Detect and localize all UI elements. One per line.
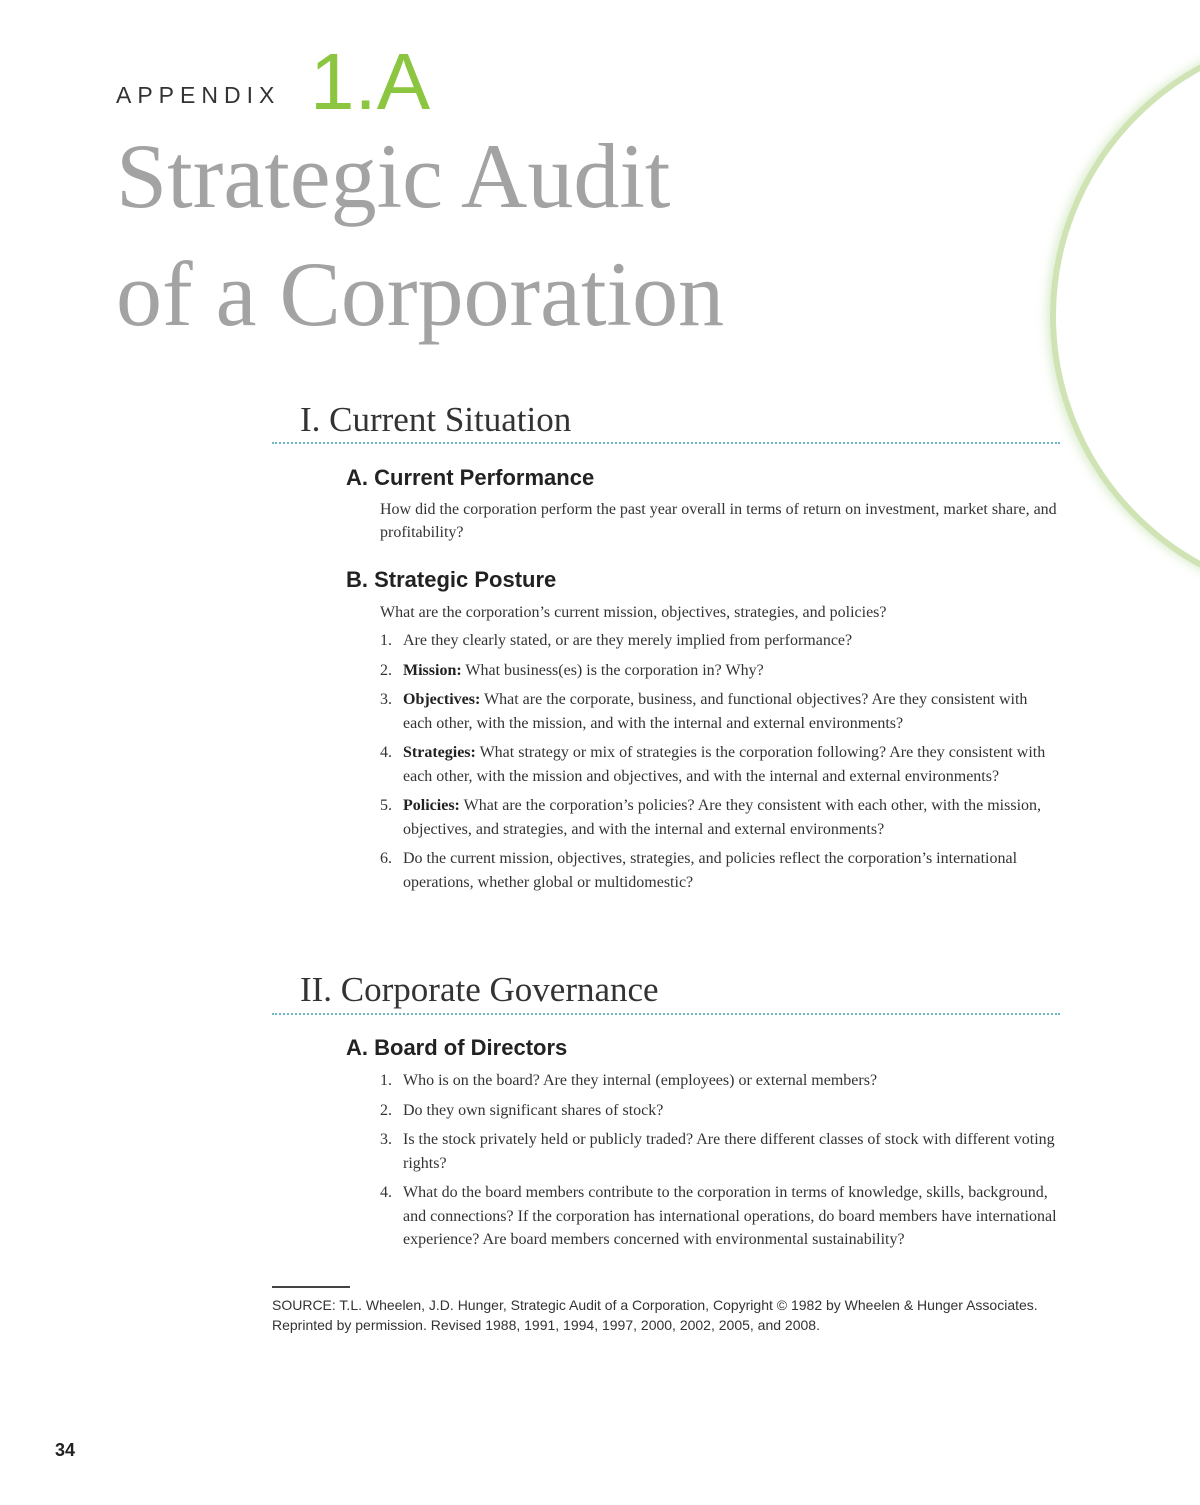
list-item <box>380 847 1060 894</box>
item-text: Are they clearly stated, or are they merely implied from performance? <box>403 632 853 649</box>
item-number: 1. <box>380 1072 392 1089</box>
item-term: Mission: <box>403 661 462 679</box>
item-text: Who is on the board? Are they internal (employees) or external members? <box>403 1072 878 1089</box>
list-item <box>380 688 1060 735</box>
list-item <box>380 1181 1060 1252</box>
page-title-line-2: of a Corporation <box>116 243 725 345</box>
item-text: What business(es) is the corporation in? Why? <box>465 661 764 679</box>
item-text: What are the corporation’s policies? Are they consistent with each other, with the mission, objectives, and strategies, and with the internal and external environments? <box>403 797 1042 838</box>
item-number: 6. <box>380 850 392 867</box>
page-number: 34 <box>55 1440 76 1460</box>
item-text: What strategy or mix of strategies is the corporation following? Are they consistent with each other, with the mission and objectives, and with the internal and external environments? <box>403 744 1046 785</box>
subsection-heading-board-of-directors: A. Board of Directors <box>346 1035 568 1060</box>
list-item <box>380 1128 1060 1175</box>
current-performance-question: How did the corporation perform the past year overall in terms of return on investment, market share, and profitability? <box>380 501 1057 541</box>
item-number: 3. <box>380 691 392 708</box>
list-item <box>380 629 1060 653</box>
source-footnote: SOURCE: T.L. Wheelen, J.D. Hunger, Strategic Audit of a Corporation, Copyright © 1982 by Wheelen & Hunger Associates. Reprinted by permission. Revised 1988, 1991, 1994, 1997, 2000, 2002, 2005, and 2008. <box>272 1297 1038 1333</box>
section-divider <box>272 442 1060 444</box>
item-number: 5. <box>380 797 392 814</box>
strategic-posture-list <box>380 629 1060 900</box>
list-item <box>380 794 1060 841</box>
item-number: 4. <box>380 744 392 761</box>
subsection-heading-current-performance: A. Current Performance <box>346 465 595 490</box>
subsection-heading-strategic-posture: B. Strategic Posture <box>346 567 557 592</box>
section-heading-corporate-governance: II. Corporate Governance <box>300 970 659 1009</box>
footnote-rule <box>272 1286 350 1288</box>
page-title-line-1: Strategic Audit <box>116 125 671 227</box>
strategic-posture-question: What are the corporation’s current mission, objectives, strategies, and policies? <box>380 604 887 621</box>
item-text: Is the stock privately held or publicly traded? Are there different classes of stock with different voting rights? <box>403 1131 1055 1172</box>
list-item <box>380 1069 1060 1093</box>
list-item <box>380 1099 1060 1123</box>
section-heading-current-situation: I. Current Situation <box>300 400 572 439</box>
item-text: Do they own significant shares of stock? <box>403 1101 664 1119</box>
item-number: 1. <box>380 632 392 649</box>
item-term: Strategies: <box>403 744 476 761</box>
list-item <box>380 659 1060 683</box>
item-text: What do the board members contribute to the corporation in terms of knowledge, skills, background, and connections? If the corporation has international operations, do board members have international experience? Are board members concerned with environmental sustainability? <box>403 1184 1057 1248</box>
item-number: 2. <box>380 1101 392 1119</box>
item-number: 2. <box>380 661 392 679</box>
decorative-arc <box>1050 30 1200 602</box>
item-number: 3. <box>380 1131 392 1148</box>
item-term: Objectives: <box>403 691 481 708</box>
section-divider <box>272 1013 1060 1015</box>
appendix-label: APPENDIX <box>116 82 281 108</box>
board-of-directors-list <box>380 1069 1060 1258</box>
item-text: Do the current mission, objectives, strategies, and policies reflect the corporation’s international operations, whether global or multidomestic? <box>403 850 1018 891</box>
appendix-number: 1.A <box>310 37 431 126</box>
item-term: Policies: <box>403 797 460 814</box>
item-text: What are the corporate, business, and functional objectives? Are they consistent with each other, with the mission, and with the internal and external environments? <box>403 691 1028 732</box>
list-item <box>380 741 1060 788</box>
item-number: 4. <box>380 1184 392 1201</box>
